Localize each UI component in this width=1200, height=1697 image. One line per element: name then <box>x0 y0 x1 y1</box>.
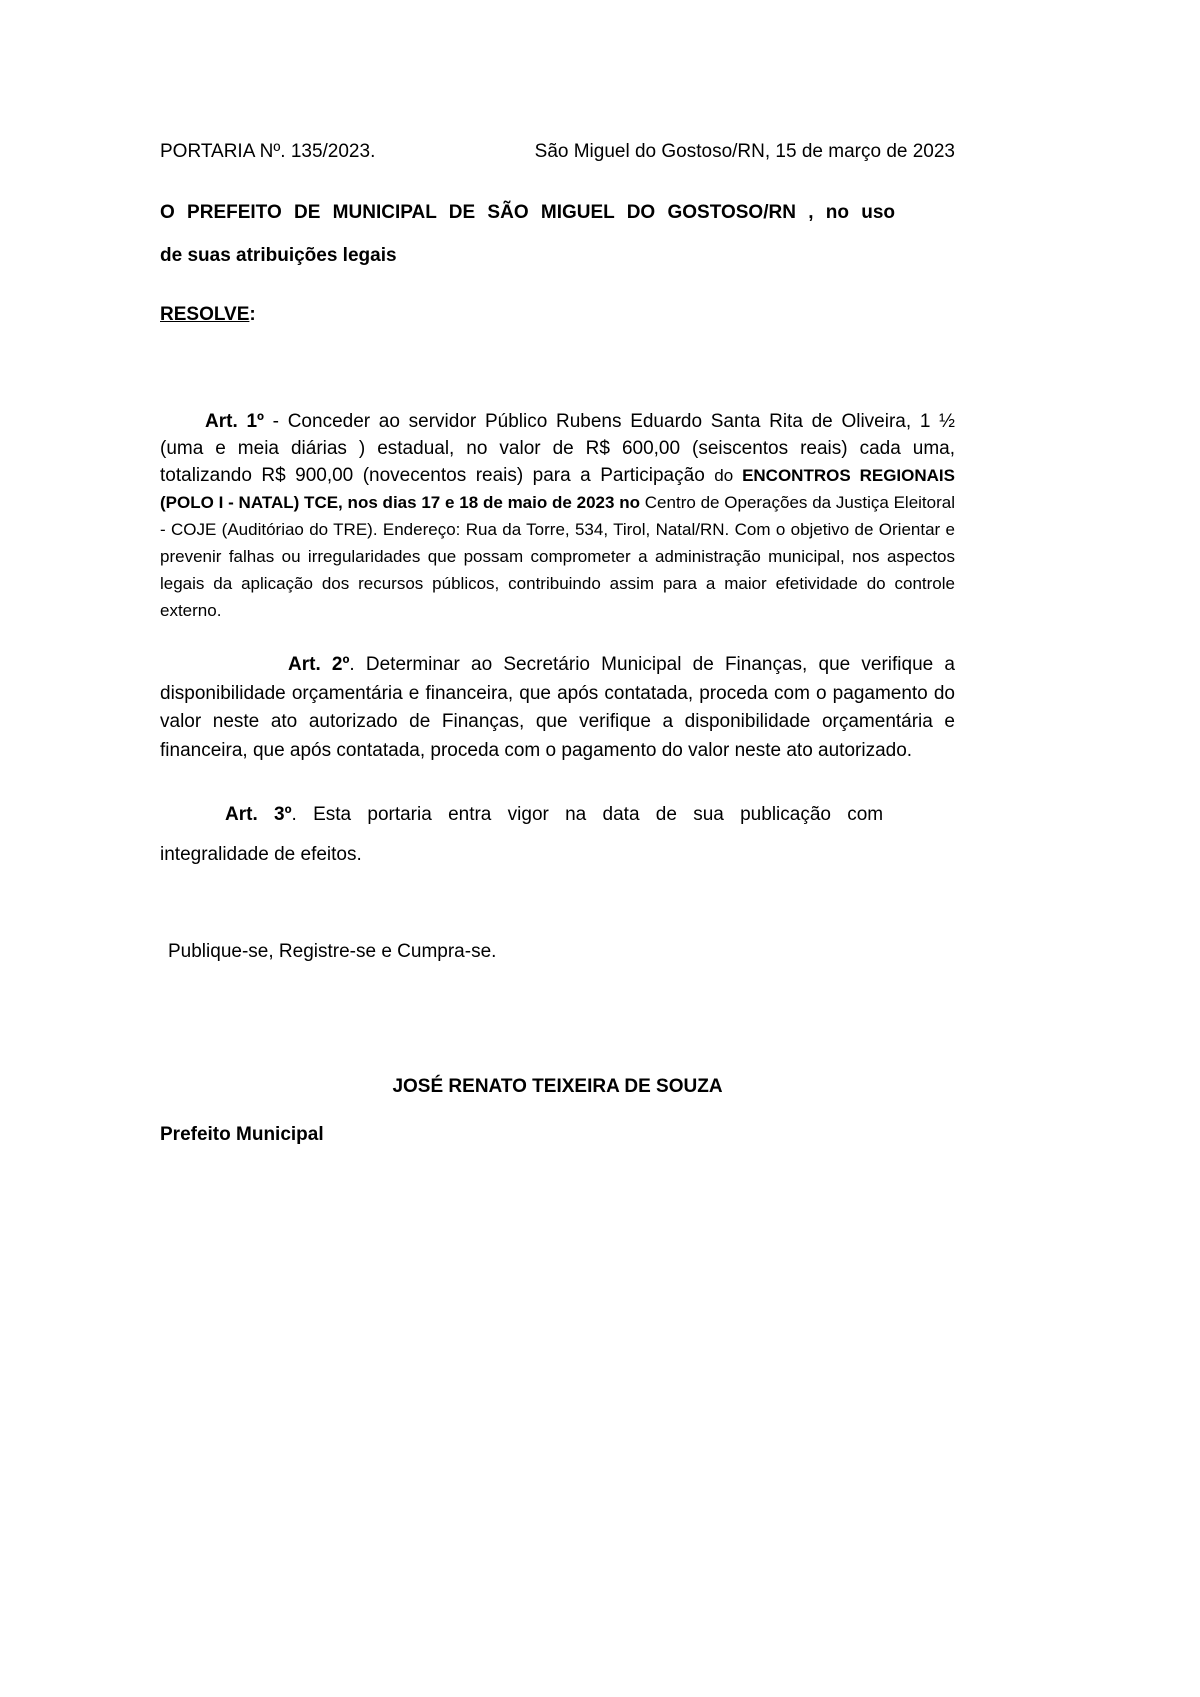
article-1-small-body: Centro de Operações da Justiça Eleitoral - COJE (Auditóriao do TRE). Endereço: Rua da Torre, 534, Tirol, Natal/RN. Com o objetivo de Orientar e prevenir falhas ou irregularidades que possam comprometer a administração municipal, nos aspectos legais da aplicação dos recursos públicos, contribuindo assim para a maior efetividade do controle externo. <box>160 493 955 621</box>
preamble <box>160 192 955 278</box>
resolve-word: RESOLVE <box>160 304 250 326</box>
preamble-line-2: de suas atribuições legais <box>160 244 397 266</box>
document-header <box>160 140 955 164</box>
resolve-heading <box>160 304 955 326</box>
portaria-number: PORTARIA Nº. 135/2023. <box>160 141 376 162</box>
article-2-body: . Determinar ao Secretário Municipal de Finanças, que verifique a disponibilidade orçamentária e financeira, que após contatada, proceda com o pagamento do valor neste ato autorizado de Finanças, que verifique a disponibilidade orçamentária e financeira, que após contatada, proceda com o pagamento do valor neste ato autorizado. <box>160 654 955 761</box>
signature-name: JOSÉ RENATO TEIXEIRA DE SOUZA <box>392 1075 723 1097</box>
article-1-label: Art. 1º <box>205 411 264 433</box>
article-1-small-prefix: do <box>714 466 743 486</box>
resolve-colon: : <box>249 304 256 326</box>
article-3-body-line-2: integralidade de efeitos. <box>160 843 362 865</box>
article-1-event-bold: ENCONTROS REGIONAIS (POLO I - NATAL) TCE, nos dias 17 e 18 de maio de 2023 no <box>160 466 955 513</box>
article-3-label: Art. 3º <box>225 804 292 825</box>
article-3 <box>160 795 955 875</box>
article-1 <box>160 409 955 625</box>
article-2 <box>160 651 955 765</box>
place-date: São Miguel do Gostoso/RN, 15 de março de 2023 <box>534 141 955 162</box>
preamble-line-1: O PREFEITO DE MUNICIPAL DE SÃO MIGUEL DO GOSTOSO/RN , no uso <box>160 201 896 223</box>
article-2-label: Art. 2º <box>288 654 350 675</box>
article-3-body-line-1: . Esta portaria entra vigor na data de sua publicação com <box>291 804 884 825</box>
article-1-body: - Conceder ao servidor Público Rubens Eduardo Santa Rita de Oliveira, 1 ½ (uma e meia diárias ) estadual, no valor de R$ 600,00 (seiscentos reais) cada uma, totalizando R$ 900,00 (novecentos reais) para a Participação <box>160 411 955 487</box>
signature-title: Prefeito Municipal <box>160 1123 324 1145</box>
closing-formula: Publique-se, Registre-se e Cumpra-se. <box>168 940 497 962</box>
